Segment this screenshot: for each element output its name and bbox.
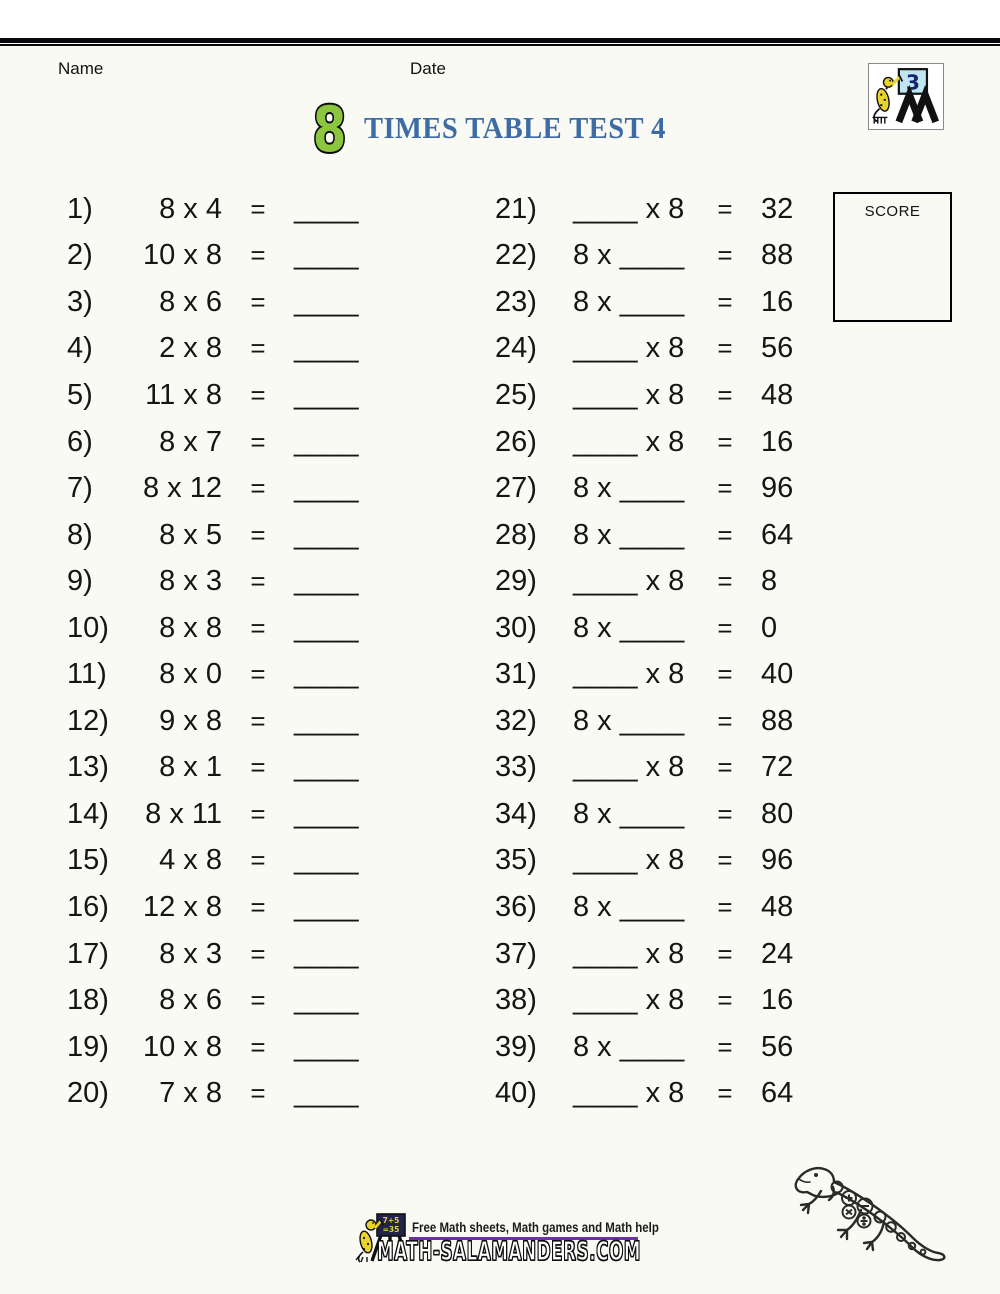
problem-number: 4) (67, 332, 93, 365)
problem-row (495, 838, 831, 885)
problem-answer: 64 (761, 518, 794, 551)
score-label: SCORE (864, 203, 921, 220)
problem-number: 19) (67, 1030, 109, 1063)
problem-answer: ____ (294, 984, 359, 1017)
gecko-drawing (786, 1158, 958, 1273)
equals-sign: = (250, 845, 266, 876)
problem-row (495, 372, 831, 419)
equals-sign: = (250, 240, 266, 271)
problem-expression: 8 x ____ (573, 797, 685, 830)
problem-row (495, 745, 831, 792)
equals-sign: = (250, 659, 266, 690)
problem-answer: 16 (761, 425, 794, 458)
equals-sign: = (250, 379, 266, 410)
problem-number: 35) (495, 844, 537, 877)
problem-expression: 7 x 8 (159, 1077, 222, 1110)
problem-expression: ____ x 8 (573, 984, 685, 1017)
problem-answer: ____ (294, 472, 359, 505)
problem-row (495, 326, 831, 373)
problem-expression: 2 x 8 (159, 332, 222, 365)
top-rule (0, 38, 1000, 46)
footer-board-line2: =35 (382, 1225, 400, 1234)
problem-expression: 8 x 4 (159, 192, 222, 225)
problem-answer: ____ (294, 192, 359, 225)
problem-answer: 72 (761, 751, 794, 784)
problem-row (67, 838, 378, 885)
problem-answer: ____ (294, 937, 359, 970)
equals-sign: = (250, 1078, 266, 1109)
problem-row (67, 1070, 378, 1117)
problems-column-left (67, 186, 378, 1117)
problem-row (67, 745, 378, 792)
problem-row (495, 1070, 831, 1117)
problem-row (495, 698, 831, 745)
problem-expression: ____ x 8 (573, 751, 685, 784)
problem-number: 22) (495, 239, 537, 272)
problem-row (495, 419, 831, 466)
problem-number: 32) (495, 704, 537, 737)
problem-expression: 8 x 5 (159, 518, 222, 551)
equals-sign: = (250, 705, 266, 736)
problem-row (67, 326, 378, 373)
problem-answer: 8 (761, 565, 778, 598)
equals-sign: = (250, 612, 266, 643)
problem-number: 23) (495, 285, 537, 318)
problem-number: 24) (495, 332, 537, 365)
problem-answer: 88 (761, 239, 794, 272)
problem-number: 27) (495, 472, 537, 505)
problem-number: 26) (495, 425, 537, 458)
equals-sign: = (717, 286, 733, 317)
problem-expression: ____ x 8 (573, 425, 685, 458)
problem-row (67, 558, 378, 605)
problem-number: 9) (67, 565, 93, 598)
problem-answer: ____ (294, 611, 359, 644)
problem-answer: 0 (761, 611, 778, 644)
problem-expression: 8 x 8 (159, 611, 222, 644)
title-text: TIMES TABLE TEST 4 (363, 110, 666, 145)
problem-expression: 9 x 8 (159, 704, 222, 737)
problem-expression: 10 x 8 (143, 239, 222, 272)
logo-badge-number: 3 (905, 70, 920, 95)
equals-sign: = (717, 612, 733, 643)
equals-sign: = (717, 845, 733, 876)
problem-answer: ____ (294, 378, 359, 411)
footer-board-line1: 7+5 (382, 1216, 400, 1225)
problem-number: 5) (67, 378, 93, 411)
problem-answer: 88 (761, 704, 794, 737)
problem-row (67, 419, 378, 466)
problem-expression: 12 x 8 (143, 890, 222, 923)
problem-row (495, 977, 831, 1024)
problem-expression: 8 x ____ (573, 285, 685, 318)
problem-row (67, 465, 378, 512)
equals-sign: = (250, 333, 266, 364)
equals-sign: = (717, 193, 733, 224)
problem-answer: 32 (761, 192, 794, 225)
problem-row (67, 698, 378, 745)
problem-expression: ____ x 8 (573, 378, 685, 411)
problem-answer: 80 (761, 797, 794, 830)
problem-answer: ____ (294, 285, 359, 318)
problem-number: 7) (67, 472, 93, 505)
problem-row (495, 931, 831, 978)
problem-answer: ____ (294, 1077, 359, 1110)
problem-row (495, 558, 831, 605)
problem-row (495, 279, 831, 326)
equals-sign: = (250, 891, 266, 922)
equals-sign: = (717, 240, 733, 271)
equals-sign: = (250, 1031, 266, 1062)
problem-expression: 8 x 7 (159, 425, 222, 458)
equals-sign: = (717, 659, 733, 690)
equals-sign: = (717, 1078, 733, 1109)
equals-sign: = (717, 798, 733, 829)
problem-answer: 16 (761, 285, 794, 318)
problem-number: 10) (67, 611, 109, 644)
equals-sign: = (250, 473, 266, 504)
problem-number: 36) (495, 890, 537, 923)
problem-expression: 8 x 6 (159, 984, 222, 1017)
problem-answer: ____ (294, 332, 359, 365)
problem-number: 40) (495, 1077, 537, 1110)
problem-row (67, 279, 378, 326)
problem-expression: 8 x ____ (573, 704, 685, 737)
problem-expression: 11 x 8 (145, 378, 222, 411)
equals-sign: = (717, 891, 733, 922)
problem-number: 3) (67, 285, 93, 318)
problem-number: 37) (495, 937, 537, 970)
equals-sign: = (250, 985, 266, 1016)
problem-number: 21) (495, 192, 537, 225)
problem-expression: 8 x 11 (145, 797, 222, 830)
footer-site-name: MATH-SALAMANDERS.COM (377, 1237, 642, 1267)
problem-number: 29) (495, 565, 537, 598)
equals-sign: = (717, 519, 733, 550)
gecko-icon (786, 1158, 958, 1268)
problem-expression: 8 x 0 (159, 658, 222, 691)
problem-row (67, 931, 378, 978)
problem-number: 17) (67, 937, 109, 970)
problem-number: 11) (67, 658, 107, 691)
problem-expression: 8 x 3 (159, 937, 222, 970)
problem-row (67, 1024, 378, 1071)
problem-answer: ____ (294, 890, 359, 923)
problem-number: 12) (67, 704, 109, 737)
problem-expression: 8 x 12 (143, 472, 222, 505)
problem-number: 8) (67, 518, 93, 551)
equals-sign: = (717, 473, 733, 504)
problem-answer: 96 (761, 472, 794, 505)
equals-sign: = (250, 426, 266, 457)
problem-number: 38) (495, 984, 537, 1017)
problems-column-right (495, 186, 831, 1117)
problem-answer: 40 (761, 658, 794, 691)
problem-row (67, 372, 378, 419)
problem-expression: 8 x 6 (159, 285, 222, 318)
problem-expression: ____ x 8 (573, 565, 685, 598)
equals-sign: = (250, 798, 266, 829)
problem-row (495, 465, 831, 512)
problem-row (495, 651, 831, 698)
problem-number: 28) (495, 518, 537, 551)
equals-sign: = (250, 519, 266, 550)
problem-answer: ____ (294, 1030, 359, 1063)
problem-answer: ____ (294, 565, 359, 598)
problem-answer: 48 (761, 890, 794, 923)
problem-answer: 56 (761, 1030, 794, 1063)
problem-number: 39) (495, 1030, 537, 1063)
problem-expression: ____ x 8 (573, 937, 685, 970)
problem-expression: 8 x ____ (573, 472, 685, 505)
problem-answer: ____ (294, 425, 359, 458)
problem-number: 2) (67, 239, 93, 272)
equals-sign: = (717, 566, 733, 597)
problem-number: 34) (495, 797, 537, 830)
problem-number: 13) (67, 751, 109, 784)
problem-row (67, 186, 378, 233)
problem-row (495, 186, 831, 233)
equals-sign: = (717, 938, 733, 969)
problem-expression: ____ x 8 (573, 844, 685, 877)
equals-sign: = (717, 426, 733, 457)
score-box (833, 192, 952, 322)
problem-expression: 8 x ____ (573, 611, 685, 644)
problem-row (67, 977, 378, 1024)
problem-answer: ____ (294, 751, 359, 784)
problem-number: 6) (67, 425, 93, 458)
problem-answer: 16 (761, 984, 794, 1017)
problem-expression: 8 x ____ (573, 1030, 685, 1063)
problem-number: 20) (67, 1077, 109, 1110)
equals-sign: = (250, 286, 266, 317)
equals-sign: = (250, 938, 266, 969)
equals-sign: = (717, 752, 733, 783)
problem-expression: ____ x 8 (573, 332, 685, 365)
problem-expression: 4 x 8 (159, 844, 222, 877)
problem-number: 30) (495, 611, 537, 644)
footer-tagline: Free Math sheets, Math games and Math help (412, 1219, 659, 1235)
problem-answer: ____ (294, 518, 359, 551)
problem-row (495, 791, 831, 838)
problem-answer: ____ (294, 239, 359, 272)
problem-answer: ____ (294, 704, 359, 737)
date-label: Date (410, 59, 446, 78)
problem-number: 31) (495, 658, 537, 691)
problem-answer: ____ (294, 797, 359, 830)
problem-number: 15) (67, 844, 109, 877)
equals-sign: = (717, 1031, 733, 1062)
problem-row (67, 605, 378, 652)
top-margin (0, 0, 1000, 38)
problem-expression: 8 x 1 (159, 751, 222, 784)
problem-expression: 8 x 3 (159, 565, 222, 598)
problem-row (495, 233, 831, 280)
title-number-eight: 8 (313, 93, 347, 166)
equals-sign: = (717, 985, 733, 1016)
problem-row (495, 884, 831, 931)
problem-row (67, 233, 378, 280)
problem-number: 16) (67, 890, 109, 923)
problem-expression: ____ x 8 (573, 192, 685, 225)
problem-answer: 24 (761, 937, 794, 970)
problem-answer: 64 (761, 1077, 794, 1110)
problem-expression: 10 x 8 (143, 1030, 222, 1063)
problem-row (67, 884, 378, 931)
problem-number: 33) (495, 751, 537, 784)
problem-number: 18) (67, 984, 109, 1017)
problem-row (67, 651, 378, 698)
problem-answer: 56 (761, 332, 794, 365)
problem-answer: ____ (294, 658, 359, 691)
problem-number: 1) (67, 192, 93, 225)
problem-expression: 8 x ____ (573, 239, 685, 272)
problem-number: 25) (495, 378, 537, 411)
equals-sign: = (250, 193, 266, 224)
problem-number: 14) (67, 797, 109, 830)
problem-expression: ____ x 8 (573, 658, 685, 691)
equals-sign: = (717, 705, 733, 736)
problem-row (67, 791, 378, 838)
problem-expression: 8 x ____ (573, 518, 685, 551)
problem-expression: ____ x 8 (573, 1077, 685, 1110)
problem-expression: 8 x ____ (573, 890, 685, 923)
equals-sign: = (250, 566, 266, 597)
equals-sign: = (717, 379, 733, 410)
worksheet-title (0, 93, 1000, 166)
problem-row (495, 1024, 831, 1071)
problem-row (495, 512, 831, 559)
problem-row (495, 605, 831, 652)
name-label: Name (58, 59, 104, 78)
equals-sign: = (717, 333, 733, 364)
equals-sign: = (250, 752, 266, 783)
problem-answer: 48 (761, 378, 794, 411)
problem-row (67, 512, 378, 559)
problem-answer: 96 (761, 844, 794, 877)
problem-answer: ____ (294, 844, 359, 877)
